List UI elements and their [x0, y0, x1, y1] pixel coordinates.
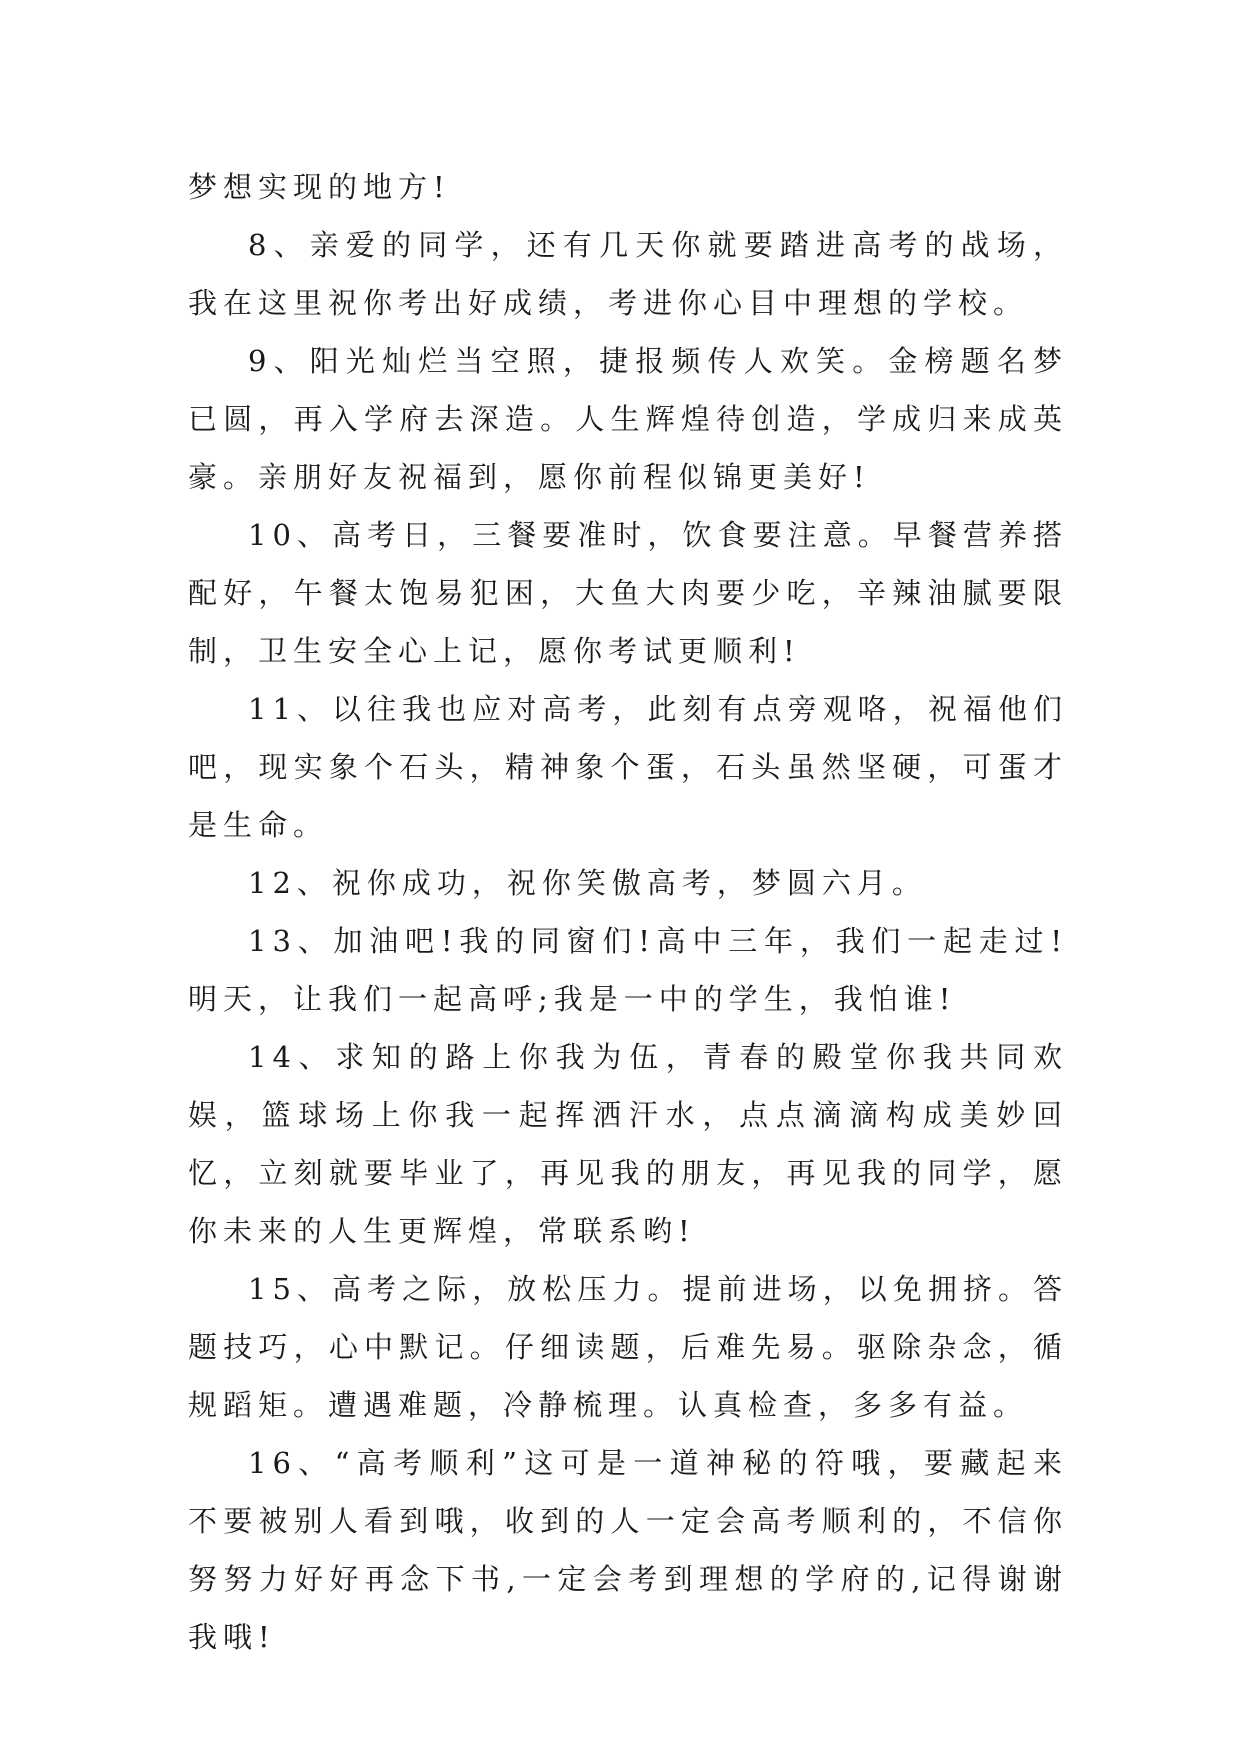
paragraph-9: 15、高考之际，放松压力。提前进场，以免拥挤。答题技巧，心中默记。仔细读题，后难先易。驱除杂念，循规蹈矩。遭遇难题，冷静梳理。认真检查，多多有益。 [188, 1272, 1068, 1422]
document-body [188, 158, 1068, 1666]
paragraph-5: 11、以往我也应对高考，此刻有点旁观咯，祝福他们吧，现实象个石头，精神象个蛋，石头虽然坚硬，可蛋才是生命。 [188, 692, 1068, 842]
paragraph-8: 14、求知的路上你我为伍，青春的殿堂你我共同欢娱，篮球场上你我一起挥洒汗水，点点滴滴构成美妙回忆，立刻就要毕业了，再见我的朋友，再见我的同学，愿你未来的人生更辉煌，常联系哟! [188, 1040, 1068, 1248]
paragraph-6: 12、祝你成功，祝你笑傲高考，梦圆六月。 [248, 866, 927, 900]
paragraph-1: 梦想实现的地方! [188, 170, 451, 204]
paragraph-10: 16、“高考顺利”这可是一道神秘的符哦，要藏起来不要被别人看到哦，收到的人一定会高考顺利的，不信你努努力好好再念下书,一定会考到理想的学府的,记得谢谢我哦! [188, 1446, 1068, 1654]
paragraph-3: 9、阳光灿烂当空照，捷报频传人欢笑。金榜题名梦已圆，再入学府去深造。人生辉煌待创造，学成归来成英豪。亲朋好友祝福到，愿你前程似锦更美好! [188, 344, 1068, 494]
paragraph-2: 8、亲爱的同学，还有几天你就要踏进高考的战场，我在这里祝你考出好成绩，考进你心目中理想的学校。 [188, 228, 1068, 320]
paragraph-4: 10、高考日，三餐要准时，饮食要注意。早餐营养搭配好，午餐太饱易犯困，大鱼大肉要少吃，辛辣油腻要限制，卫生安全心上记，愿你考试更顺利! [188, 518, 1068, 668]
paragraph-7: 13、加油吧!我的同窗们!高中三年，我们一起走过!明天，让我们一起高呼;我是一中的学生，我怕谁! [188, 924, 1068, 1016]
